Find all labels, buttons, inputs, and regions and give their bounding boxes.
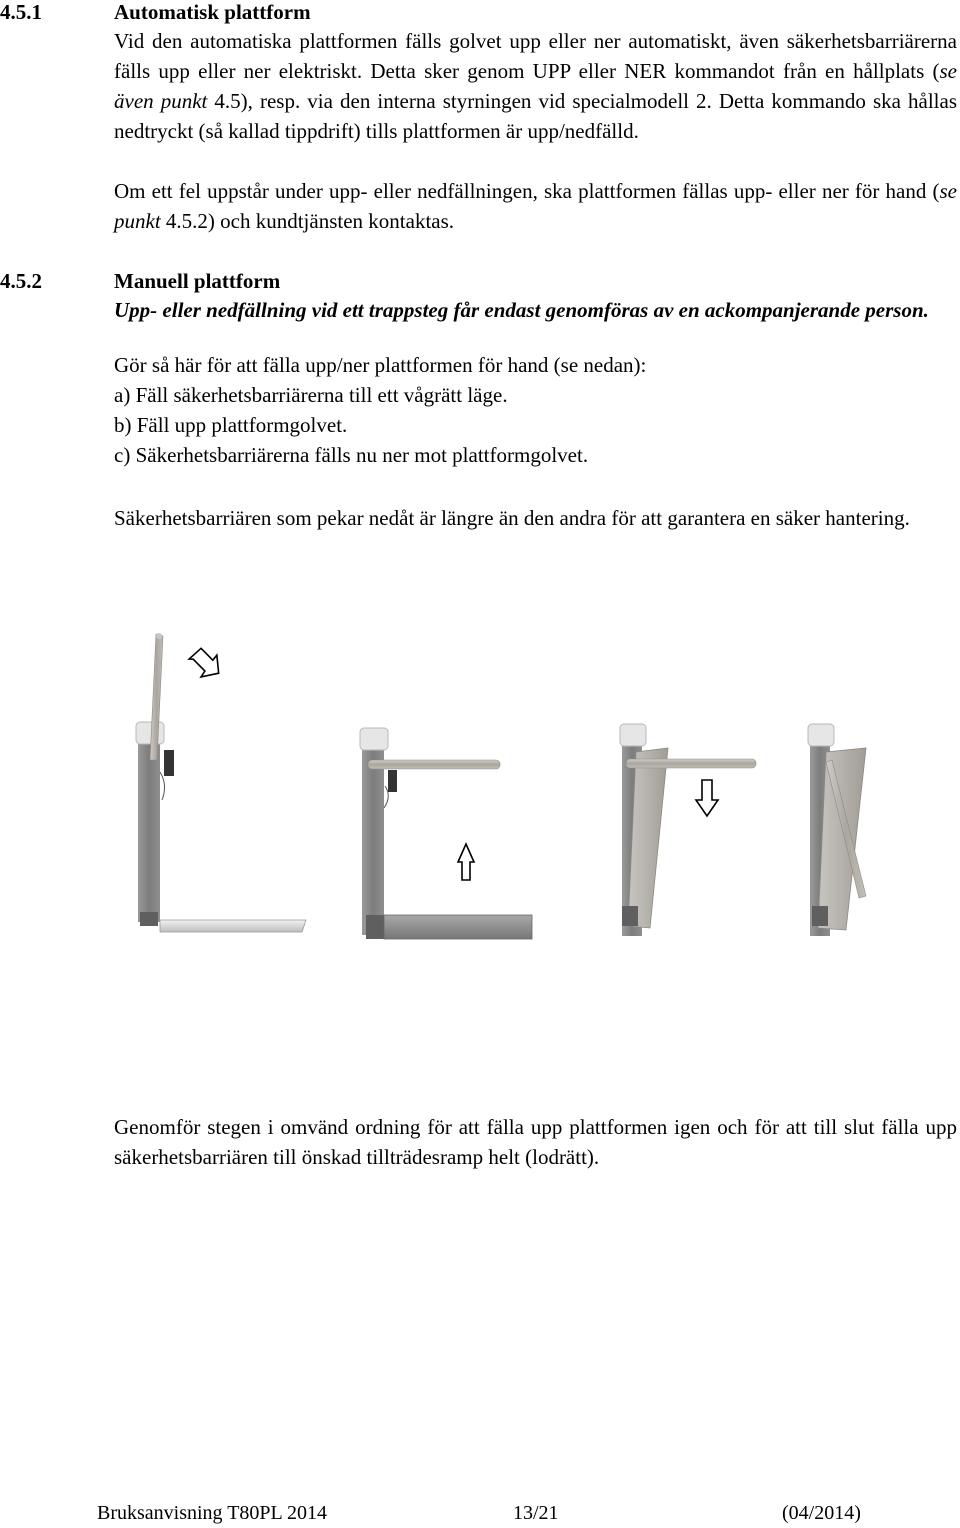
platform-steps-figure	[0, 620, 960, 960]
stage-2-barrier-horizontal	[360, 728, 532, 939]
hinge	[622, 906, 638, 926]
post-cap	[808, 724, 834, 746]
folded-floor	[818, 748, 866, 930]
up-arrow-icon	[458, 844, 474, 880]
diagonal-arrow-icon	[187, 645, 220, 678]
section-number-4-5-1: 4.5.1	[0, 0, 42, 24]
closing-text: Genomför stegen i omvänd ordning för att fälla upp plattformen igen och för att till slut fälla upp säkerhetsbarriären till önskad tillträdesramp helt (lodrätt).	[114, 1115, 957, 1169]
cable	[160, 772, 165, 800]
text-run: 4.5.2) och kundtjänsten kontaktas.	[160, 209, 455, 233]
post	[362, 745, 384, 935]
arm-tip	[156, 633, 162, 639]
footer-page-number: 13/21	[513, 1502, 559, 1524]
post-cap	[360, 728, 388, 750]
step-c: c) Säkerhetsbarriärerna fälls nu ner mot plattformgolvet.	[114, 443, 589, 467]
footer-date: (04/2014)	[782, 1502, 861, 1524]
paragraph-automatic-2	[114, 176, 957, 236]
barrier-arm	[626, 759, 756, 768]
warning-text: Upp- eller nedfällning vid ett trappsteg får endast genomföras av en ackompanjerande person.	[114, 298, 929, 322]
floor-down	[160, 920, 306, 932]
barrier-arm	[368, 760, 500, 769]
post	[138, 738, 160, 922]
reference-text: se punkt	[114, 179, 957, 233]
hinge	[140, 912, 158, 926]
paragraph-automatic-1	[114, 26, 957, 146]
step-b: b) Fäll upp plattformgolvet.	[114, 413, 348, 437]
handle	[388, 770, 397, 792]
hinge	[812, 906, 828, 926]
down-arrow-icon	[696, 780, 718, 816]
floor-lifting	[384, 915, 532, 939]
stage-3-floor-folded	[620, 724, 756, 936]
intro-text: Gör så här för att fälla upp/ner plattformen för hand (se nedan):	[114, 353, 647, 377]
post-cap	[136, 722, 164, 744]
post-cap	[620, 724, 646, 746]
reference-text: se även punkt	[114, 59, 957, 113]
section-number-4-5-2: 4.5.2	[0, 269, 42, 293]
note-text: Säkerhetsbarriären som pekar nedåt är längre än den andra för att garantera en säker hantering.	[114, 506, 910, 530]
hinge	[366, 915, 384, 939]
text-run: 4.5), resp. via den interna styrningen vid specialmodell 2. Detta kommando ska hållas nedtryckt (så kallad tippdrift) tills plattformen är upp/nedfälld.	[114, 89, 957, 143]
text-run: Vid den automatiska plattformen fälls golvet upp eller ner automatiskt, även säkerhetsbarriärerna fälls upp eller ner elektriskt. Detta sker genom UPP eller NER kommandot från en hållplats (	[114, 29, 957, 83]
stage-4-barrier-lowered	[808, 724, 866, 936]
text-run: Om ett fel uppstår under upp- eller nedfällningen, ska plattformen fällas upp- eller ner för hand (	[114, 179, 940, 203]
section-heading-manuell: Manuell plattform	[114, 269, 281, 293]
section-heading-automatisk: Automatisk plattform	[114, 0, 311, 24]
footer-document-name: Bruksanvisning T80PL 2014	[97, 1502, 328, 1524]
handle	[164, 750, 174, 776]
cable	[384, 786, 388, 808]
step-a: a) Fäll säkerhetsbarriärerna till ett vågrätt läge.	[114, 383, 508, 407]
stage-1-barrier-vertical	[136, 633, 306, 932]
